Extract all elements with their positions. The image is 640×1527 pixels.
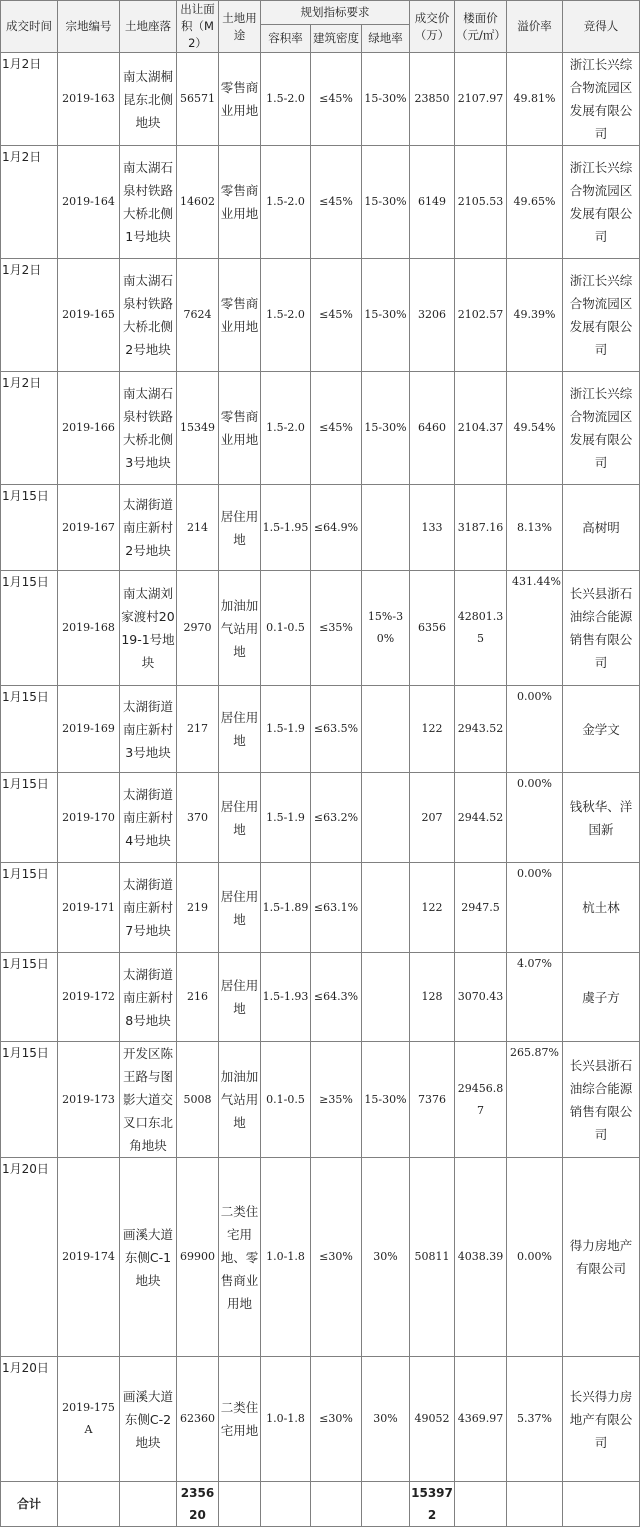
row-area: 15349 <box>177 372 219 485</box>
row-winner: 高树明 <box>563 485 640 571</box>
total-price: 153972 <box>410 1482 455 1527</box>
row-winner: 浙江长兴综合物流园区发展有限公司 <box>563 372 640 485</box>
row-winner: 长兴得力房地产有限公司 <box>563 1357 640 1482</box>
total-cell <box>311 1482 362 1527</box>
row-code: 2019-175 A <box>58 1357 120 1482</box>
total-cell <box>563 1482 640 1527</box>
row-green: 15-30% <box>362 146 410 259</box>
row-density: ≤45% <box>311 372 362 485</box>
row-location: 南太湖石泉村铁路大桥北侧3号地块 <box>120 372 177 485</box>
row-premium: 8.13% <box>507 485 563 571</box>
row-density: ≤64.9% <box>311 485 362 571</box>
row-green: 15%-30% <box>362 571 410 686</box>
row-density: ≤45% <box>311 259 362 372</box>
row-green <box>362 485 410 571</box>
row-code: 2019-169 <box>58 686 120 773</box>
row-premium: 4.07% <box>507 953 563 1042</box>
row-location: 太湖街道南庄新村3号地块 <box>120 686 177 773</box>
row-floor-price: 42801.35 <box>455 571 507 686</box>
row-winner: 长兴县浙石油综合能源销售有限公司 <box>563 571 640 686</box>
row-use: 二类住宅用地、零售商业用地 <box>219 1158 261 1357</box>
row-date: 1月2日 <box>1 53 58 146</box>
header-green: 绿地率 <box>362 24 410 52</box>
row-green <box>362 773 410 863</box>
row-floor-price: 2944.52 <box>455 773 507 863</box>
row-use: 零售商业用地 <box>219 259 261 372</box>
row-location: 太湖街道南庄新村2号地块 <box>120 485 177 571</box>
row-price: 122 <box>410 863 455 953</box>
row-location: 南太湖石泉村铁路大桥北侧1号地块 <box>120 146 177 259</box>
row-date: 1月20日 <box>1 1158 58 1357</box>
row-far: 1.5-2.0 <box>261 259 311 372</box>
table-row <box>1 485 640 571</box>
row-code: 2019-170 <box>58 773 120 863</box>
row-code: 2019-168 <box>58 571 120 686</box>
row-use: 加油加气站用地 <box>219 571 261 686</box>
row-premium: 49.39% <box>507 259 563 372</box>
row-price: 7376 <box>410 1042 455 1158</box>
row-floor-price: 3070.43 <box>455 953 507 1042</box>
header-use: 土地用途 <box>219 1 261 53</box>
row-premium: 0.00% <box>507 1158 563 1357</box>
row-green: 15-30% <box>362 259 410 372</box>
row-use: 居住用地 <box>219 863 261 953</box>
table-row <box>1 773 640 863</box>
row-code: 2019-165 <box>58 259 120 372</box>
row-price: 6460 <box>410 372 455 485</box>
row-far: 1.5-2.0 <box>261 372 311 485</box>
row-date: 1月2日 <box>1 146 58 259</box>
row-date: 1月20日 <box>1 1357 58 1482</box>
row-area: 217 <box>177 686 219 773</box>
row-code: 2019-167 <box>58 485 120 571</box>
total-cell <box>455 1482 507 1527</box>
row-premium: 49.54% <box>507 372 563 485</box>
row-area: 5008 <box>177 1042 219 1158</box>
row-floor-price: 2107.97 <box>455 53 507 146</box>
row-far: 1.0-1.8 <box>261 1357 311 1482</box>
table-row <box>1 53 640 146</box>
row-winner: 浙江长兴综合物流园区发展有限公司 <box>563 53 640 146</box>
row-use: 二类住宅用地 <box>219 1357 261 1482</box>
row-density: ≤30% <box>311 1357 362 1482</box>
table-row <box>1 571 640 686</box>
row-floor-price: 2102.57 <box>455 259 507 372</box>
row-floor-price: 2943.52 <box>455 686 507 773</box>
table-row <box>1 146 640 259</box>
header-code: 宗地编号 <box>58 1 120 53</box>
row-price: 122 <box>410 686 455 773</box>
total-cell <box>219 1482 261 1527</box>
row-premium: 49.65% <box>507 146 563 259</box>
row-use: 零售商业用地 <box>219 53 261 146</box>
row-density: ≤64.3% <box>311 953 362 1042</box>
row-date: 1月15日 <box>1 953 58 1042</box>
row-location: 南太湖刘家渡村2019-1号地块 <box>120 571 177 686</box>
table-row <box>1 953 640 1042</box>
row-area: 56571 <box>177 53 219 146</box>
row-code: 2019-172 <box>58 953 120 1042</box>
row-far: 0.1-0.5 <box>261 571 311 686</box>
row-winner: 浙江长兴综合物流园区发展有限公司 <box>563 259 640 372</box>
row-far: 1.5-1.9 <box>261 773 311 863</box>
row-winner: 杭土林 <box>563 863 640 953</box>
row-location: 南太湖石泉村铁路大桥北侧2号地块 <box>120 259 177 372</box>
row-density: ≤45% <box>311 146 362 259</box>
row-premium: 431.44% <box>507 571 563 686</box>
header-plan: 规划指标要求 <box>261 1 410 25</box>
row-area: 214 <box>177 485 219 571</box>
row-date: 1月15日 <box>1 686 58 773</box>
header-density: 建筑密度 <box>311 24 362 52</box>
row-density: ≤63.5% <box>311 686 362 773</box>
row-date: 1月15日 <box>1 773 58 863</box>
header-floor-price: 楼面价（元/㎡） <box>455 1 507 53</box>
row-floor-price: 2947.5 <box>455 863 507 953</box>
row-winner: 钱秋华、洋国新 <box>563 773 640 863</box>
row-use: 居住用地 <box>219 686 261 773</box>
row-green: 30% <box>362 1357 410 1482</box>
row-use: 居住用地 <box>219 773 261 863</box>
row-far: 1.5-2.0 <box>261 53 311 146</box>
row-floor-price: 2104.37 <box>455 372 507 485</box>
row-date: 1月15日 <box>1 1042 58 1158</box>
header-winner: 竞得人 <box>563 1 640 53</box>
row-code: 2019-163 <box>58 53 120 146</box>
header-price: 成交价（万） <box>410 1 455 53</box>
row-price: 6149 <box>410 146 455 259</box>
total-label: 合计 <box>1 1482 58 1527</box>
row-premium: 49.81% <box>507 53 563 146</box>
row-density: ≤63.1% <box>311 863 362 953</box>
row-use: 加油加气站用地 <box>219 1042 261 1158</box>
row-price: 133 <box>410 485 455 571</box>
row-far: 1.5-1.95 <box>261 485 311 571</box>
table-row <box>1 1042 640 1158</box>
row-winner: 得力房地产有限公司 <box>563 1158 640 1357</box>
row-winner: 长兴县浙石油综合能源销售有限公司 <box>563 1042 640 1158</box>
row-code: 2019-166 <box>58 372 120 485</box>
row-location: 开发区陈王路与图影大道交叉口东北角地块 <box>120 1042 177 1158</box>
row-green: 15-30% <box>362 53 410 146</box>
row-density: ≤45% <box>311 53 362 146</box>
row-code: 2019-173 <box>58 1042 120 1158</box>
row-location: 画溪大道东侧C-1地块 <box>120 1158 177 1357</box>
row-premium: 265.87% <box>507 1042 563 1158</box>
row-far: 1.5-2.0 <box>261 146 311 259</box>
row-location: 太湖街道南庄新村7号地块 <box>120 863 177 953</box>
row-floor-price: 3187.16 <box>455 485 507 571</box>
row-location: 画溪大道东侧C-2地块 <box>120 1357 177 1482</box>
table-row <box>1 686 640 773</box>
row-far: 1.5-1.9 <box>261 686 311 773</box>
row-date: 1月15日 <box>1 571 58 686</box>
row-code: 2019-174 <box>58 1158 120 1357</box>
row-floor-price: 29456.87 <box>455 1042 507 1158</box>
row-premium: 0.00% <box>507 863 563 953</box>
row-price: 6356 <box>410 571 455 686</box>
row-price: 23850 <box>410 53 455 146</box>
row-date: 1月2日 <box>1 372 58 485</box>
row-price: 207 <box>410 773 455 863</box>
row-winner: 虞子方 <box>563 953 640 1042</box>
row-density: ≤63.2% <box>311 773 362 863</box>
row-area: 2970 <box>177 571 219 686</box>
header-location: 土地座落 <box>120 1 177 53</box>
row-density: ≤35% <box>311 571 362 686</box>
table-row <box>1 1357 640 1482</box>
row-far: 1.5-1.89 <box>261 863 311 953</box>
row-code: 2019-171 <box>58 863 120 953</box>
total-cell <box>261 1482 311 1527</box>
row-winner: 浙江长兴综合物流园区发展有限公司 <box>563 146 640 259</box>
row-date: 1月2日 <box>1 259 58 372</box>
row-floor-price: 2105.53 <box>455 146 507 259</box>
row-location: 太湖街道南庄新村8号地块 <box>120 953 177 1042</box>
row-use: 零售商业用地 <box>219 146 261 259</box>
row-area: 62360 <box>177 1357 219 1482</box>
row-winner: 金学文 <box>563 686 640 773</box>
row-code: 2019-164 <box>58 146 120 259</box>
row-premium: 0.00% <box>507 773 563 863</box>
row-green: 15-30% <box>362 1042 410 1158</box>
row-location: 太湖街道南庄新村4号地块 <box>120 773 177 863</box>
header-date: 成交时间 <box>1 1 58 53</box>
row-area: 14602 <box>177 146 219 259</box>
row-floor-price: 4038.39 <box>455 1158 507 1357</box>
row-area: 219 <box>177 863 219 953</box>
table-row <box>1 372 640 485</box>
row-area: 69900 <box>177 1158 219 1357</box>
row-density: ≥35% <box>311 1042 362 1158</box>
header-far: 容积率 <box>261 24 311 52</box>
row-date: 1月15日 <box>1 485 58 571</box>
row-use: 居住用地 <box>219 953 261 1042</box>
total-cell <box>507 1482 563 1527</box>
row-far: 1.0-1.8 <box>261 1158 311 1357</box>
row-date: 1月15日 <box>1 863 58 953</box>
row-green <box>362 863 410 953</box>
header-premium: 溢价率 <box>507 1 563 53</box>
row-far: 1.5-1.93 <box>261 953 311 1042</box>
row-density: ≤30% <box>311 1158 362 1357</box>
row-use: 居住用地 <box>219 485 261 571</box>
row-far: 0.1-0.5 <box>261 1042 311 1158</box>
row-price: 50811 <box>410 1158 455 1357</box>
total-cell <box>58 1482 120 1527</box>
row-premium: 0.00% <box>507 686 563 773</box>
row-price: 128 <box>410 953 455 1042</box>
total-cell <box>120 1482 177 1527</box>
header-area: 出让面积（M2） <box>177 1 219 53</box>
table-row <box>1 863 640 953</box>
row-price: 3206 <box>410 259 455 372</box>
total-area: 235620 <box>177 1482 219 1527</box>
row-premium: 5.37% <box>507 1357 563 1482</box>
row-floor-price: 4369.97 <box>455 1357 507 1482</box>
row-green <box>362 953 410 1042</box>
row-use: 零售商业用地 <box>219 372 261 485</box>
row-green <box>362 686 410 773</box>
table-row <box>1 259 640 372</box>
row-area: 7624 <box>177 259 219 372</box>
row-area: 216 <box>177 953 219 1042</box>
table-row <box>1 1158 640 1357</box>
row-area: 370 <box>177 773 219 863</box>
total-cell <box>362 1482 410 1527</box>
row-green: 15-30% <box>362 372 410 485</box>
row-price: 49052 <box>410 1357 455 1482</box>
row-location: 南太湖桐昆东北侧地块 <box>120 53 177 146</box>
row-green: 30% <box>362 1158 410 1357</box>
